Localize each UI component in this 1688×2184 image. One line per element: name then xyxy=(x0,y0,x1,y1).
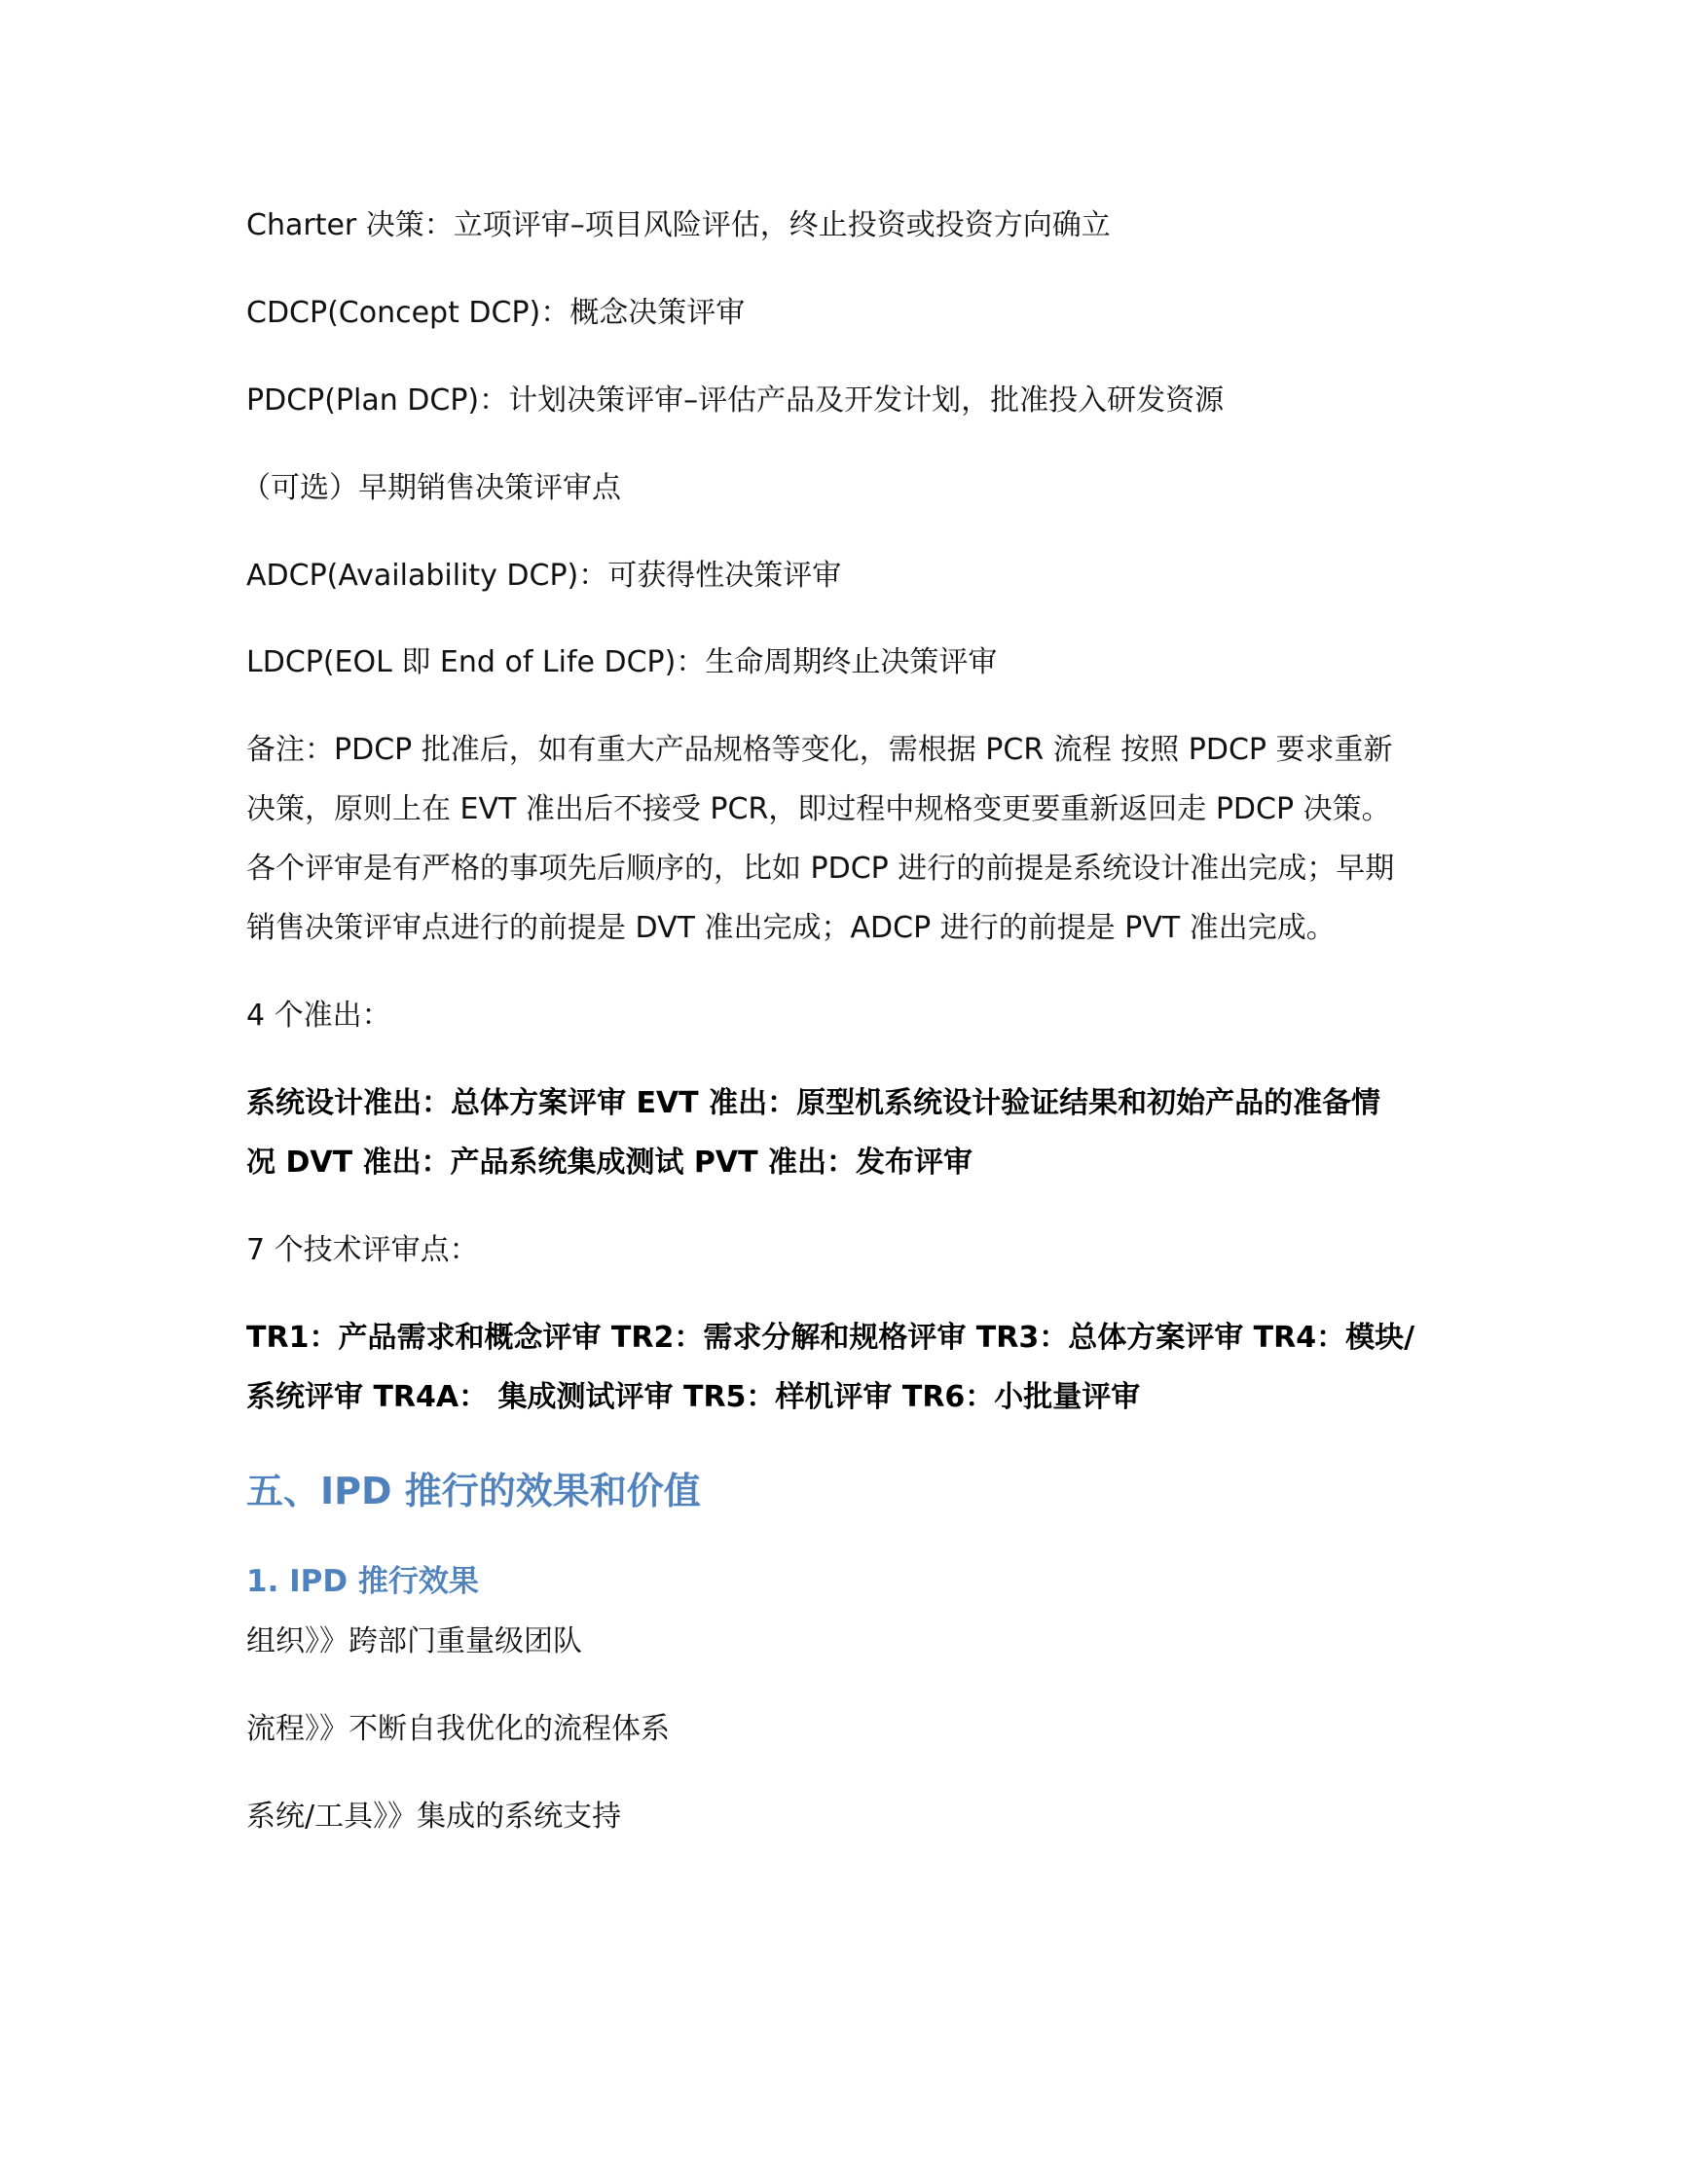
effect-process: 流程》》不断自我优化的流程体系 xyxy=(246,1712,670,1746)
subsection-heading: 1. IPD 推行效果 xyxy=(246,1564,479,1599)
note-line-2: 决策，原则上在 EVT 准出后不接受 PCR，即过程中规格变更要重新返回走 PDCP 决策。 xyxy=(246,792,1391,826)
tr-label: 7 个技术评审点： xyxy=(246,1233,479,1267)
section-heading: 五、IPD 推行的效果和价值 xyxy=(246,1470,701,1512)
tr-line-1: TR1：产品需求和概念评审 TR2：需求分解和规格评审 TR3：总体方案评审 TR4：模块/ xyxy=(246,1321,1415,1355)
note-line-1: 备注：PDCP 批准后，如有重大产品规格等变化，需根据 PCR 流程 按照 PDCP 要求重新 xyxy=(246,733,1393,767)
exits-line-1: 系统设计准出：总体方案评审 EVT 准出：原型机系统设计验证结果和初始产品的准备情 xyxy=(246,1086,1381,1120)
ldcp-text: LDCP(EOL 即 End of Life DCP)：生命周期终止决策评审 xyxy=(246,645,998,679)
optional-early-sales-text: （可选）早期销售决策评审点 xyxy=(241,471,621,505)
exits-line-2: 况 DVT 准出：产品系统集成测试 PVT 准出：发布评审 xyxy=(246,1146,973,1180)
cdcp-text: CDCP(Concept DCP)：概念决策评审 xyxy=(246,296,746,330)
adcp-text: ADCP(Availability DCP)：可获得性决策评审 xyxy=(246,559,842,593)
note-line-3: 各个评审是有严格的事项先后顺序的，比如 PDCP 进行的前提是系统设计准出完成；早期 xyxy=(246,852,1395,886)
tr-line-2: 系统评审 TR4A： 集成测试评审 TR5：样机评审 TR6：小批量评审 xyxy=(246,1380,1141,1414)
exits-label: 4 个准出： xyxy=(246,999,391,1033)
note-line-4: 销售决策评审点进行的前提是 DVT 准出完成；ADCP 进行的前提是 PVT 准出完成。 xyxy=(246,911,1336,945)
effect-system-tools: 系统/工具》》集成的系统支持 xyxy=(246,1800,622,1834)
effect-organization: 组织》》跨部门重量级团队 xyxy=(246,1624,582,1658)
pdcp-text: PDCP(Plan DCP)：计划决策评审–评估产品及开发计划，批准投入研发资源 xyxy=(246,383,1225,418)
charter-decision-text: Charter 决策：立项评审–项目风险评估，终止投资或投资方向确立 xyxy=(246,208,1111,242)
